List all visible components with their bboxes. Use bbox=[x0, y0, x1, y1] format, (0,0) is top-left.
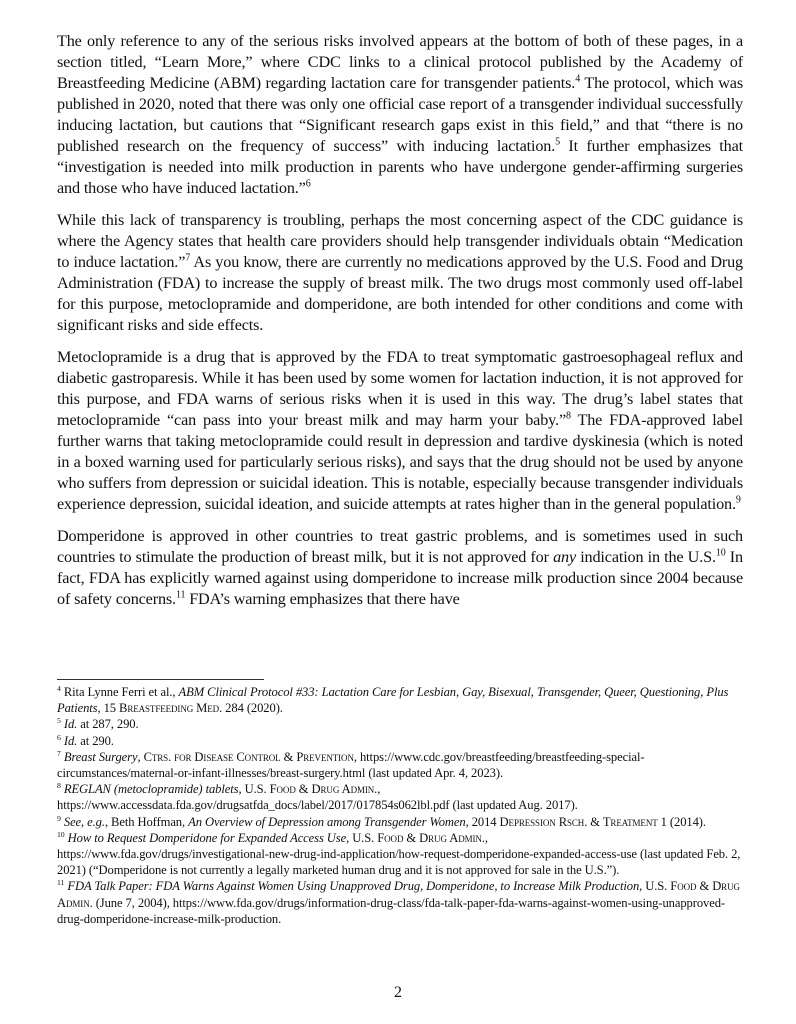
footnote-ref: 7 bbox=[57, 748, 61, 758]
footnote-8: $^8$ REGLAN (metoclopramide) tablets, U.S. Food & Drug Admin., https://www.accessdata.fda.gov/drugsatfda_docs/label/2017/017854s062lbl.pdf (last updated Aug. 2017). bbox=[57, 781, 578, 813]
footnote-ref: 10 bbox=[715, 547, 726, 559]
footnote-4: $^4$ Rita Lynne Ferri et al., ABM Clinical Protocol #33: Lactation Care for Lesbian, Gay, Bisexual, Transgender, Queer, Questioning, Plus Patients, 15 Breastfeeding Med. 284 (2020). bbox=[57, 683, 729, 716]
footnote-ref: 9 bbox=[735, 494, 741, 506]
italic-citation: How to Request Domperidone for Expanded Access Use bbox=[67, 830, 347, 845]
italic-citation: FDA Talk Paper: FDA Warns Against Women Using Unapproved Drug, Domperidone, to Increase Milk Production bbox=[67, 879, 640, 894]
footnote-ref: 7 bbox=[185, 252, 191, 264]
small-caps-source: Depression Rsch. & Treatment bbox=[499, 814, 658, 829]
footnote-ref: 4 bbox=[57, 683, 61, 693]
footnotes bbox=[57, 684, 743, 927]
footnote-separator bbox=[57, 679, 264, 680]
footnote-ref: 6 bbox=[305, 178, 311, 190]
footnote-10: $^{10}$ How to Request Domperidone for Expanded Access Use, U.S. Food & Drug Admin., https://www.fda.gov/drugs/investigational-new-drug-ind-application/how-request-domperidone-expanded-access-use (last updated Feb. 2, 2021) (“Domperidone is not currently a legally marketed human drug and it is not approved for sale in the U.S.”). bbox=[57, 829, 741, 878]
small-caps-source: Food & Drug Admin. bbox=[57, 879, 740, 910]
italic-citation: Id. bbox=[63, 717, 78, 732]
footnote-6: $^6$ Id. at 290. bbox=[57, 732, 114, 748]
footnote-ref: 11 bbox=[57, 878, 65, 888]
paragraph-risks-reference: The only reference to any of the serious risks involved appears at the bottom of both of these pages, in a section titled, “Learn More,” where CDC links to a clinical protocol published by the Academy of Breastfeeding Medicine (ABM) regarding lactation care for transgender patients.$^4$ The protocol, which was published in 2020, noted that there was only one official case report of a transgender individual successfully inducing lactation, but cautions that “Significant research gaps exist in this field,” and that “there is no published research on the frequency of success” with inducing lactation.$^5$ It further emphasizes that “investigation is needed into milk production in parents who have undergone gender-affirming surgeries and those who have induced lactation.”$^6$ bbox=[57, 32, 743, 197]
small-caps-source: Breastfeeding Med. bbox=[119, 701, 223, 716]
small-caps-source: Food & Drug Admin. bbox=[269, 782, 378, 797]
paragraph-medication-guidance: While this lack of transparency is troubling, perhaps the most concerning aspect of the CDC guidance is where the Agency states that health care providers should help transgender individuals obtain “Medication to induce lactation.”$^7$ As you know, there are currently no medications approved by the U.S. Food and Drug Administration (FDA) to increase the supply of breast milk. The two drugs most commonly used off-label for this purpose, metoclopramide and domperidone, are both intended for other conditions and come with significant risks and side effects. bbox=[57, 211, 743, 334]
footnote-ref: 8 bbox=[57, 781, 61, 791]
italic-citation: See, e.g. bbox=[63, 814, 105, 829]
italic-citation: Breast Surgery bbox=[63, 749, 138, 764]
footnote-ref: 6 bbox=[57, 732, 61, 742]
paragraph-metoclopramide: Metoclopramide is a drug that is approved by the FDA to treat symptomatic gastroesophageal reflux and diabetic gastroparesis. While it has been used by some women for lactation induction, it is not approved for this purpose, and FDA warns of serious risks when it is used in this way. The drug’s label states that metoclopramide “can pass into your breast milk and may harm your baby.”$^8$ The FDA-approved label further warns that taking metoclopramide could result in depression and tardive dyskinesia (which is noted in a boxed warning used for particularly serious risks), and says that the drug should not be used by anyone who suffers from depression or suicidal ideation. This is notable, especially because transgender individuals experience depression, suicidal ideation, and suicide attempts at rates higher than in the general population.$^9$ bbox=[57, 348, 743, 513]
footnote-ref: 11 bbox=[175, 589, 186, 601]
document-body bbox=[57, 31, 743, 621]
footnote-ref: 10 bbox=[57, 829, 65, 839]
italic-citation: ABM Clinical Protocol #33: Lactation Care for Lesbian, Gay, Bisexual, Transgender, Queer, Questioning, Plus Patients bbox=[57, 685, 729, 716]
footnote-ref: 4 bbox=[575, 73, 581, 85]
italic-citation: Id. bbox=[63, 733, 78, 748]
footnote-ref: 5 bbox=[555, 136, 560, 148]
footnote-ref: 9 bbox=[57, 813, 61, 823]
footnote-ref: 5 bbox=[57, 716, 61, 726]
footnote-5: $^5$ Id. at 287, 290. bbox=[57, 716, 139, 732]
italic-citation: REGLAN (metoclopramide) tablets bbox=[63, 782, 239, 797]
small-caps-source: Ctrs. for Disease Control & Prevention bbox=[143, 749, 354, 764]
paragraph-domperidone: Domperidone is approved in other countries to treat gastric problems, and is sometimes used in such countries to stimulate the production of breast milk, but it is not approved for any indication in the U.S.$^{10}$ In fact, FDA has explicitly warned against using domperidone to increase milk production since 2004 because of safety concerns.$^{11}$ FDA’s warning emphasizes that there have bbox=[57, 527, 743, 608]
footnote-11: $^{11}$ FDA Talk Paper: FDA Warns Against Women Using Unapproved Drug, Domperidone, to Increase Milk Production, U.S. Food & Drug Admin. (June 7, 2004), https://www.fda.gov/drugs/information-drug-class/fda-talk-paper-fda-warns-against-women-using-unapproved-drug-domperidone-increase-milk-production. bbox=[57, 878, 740, 926]
footnote-7: $^7$ Breast Surgery, Ctrs. for Disease Control & Prevention, https://www.cdc.gov/breastfeeding/breastfeeding-special-circumstances/maternal-or-infant-illnesses/breast-surgery.html (last updated Apr. 4, 2023). bbox=[57, 748, 645, 781]
footnote-9: $^9$ See, e.g., Beth Hoffman, An Overview of Depression among Transgender Women, 2014 Depression Rsch. & Treatment 1 (2014). bbox=[57, 813, 706, 829]
page-number: 2 bbox=[394, 984, 402, 1001]
footnote-ref: 8 bbox=[565, 410, 571, 422]
small-caps-source: Food & Drug Admin. bbox=[377, 830, 485, 845]
italic-citation: any bbox=[553, 548, 576, 566]
italic-citation: An Overview of Depression among Transgender Women bbox=[188, 814, 466, 829]
